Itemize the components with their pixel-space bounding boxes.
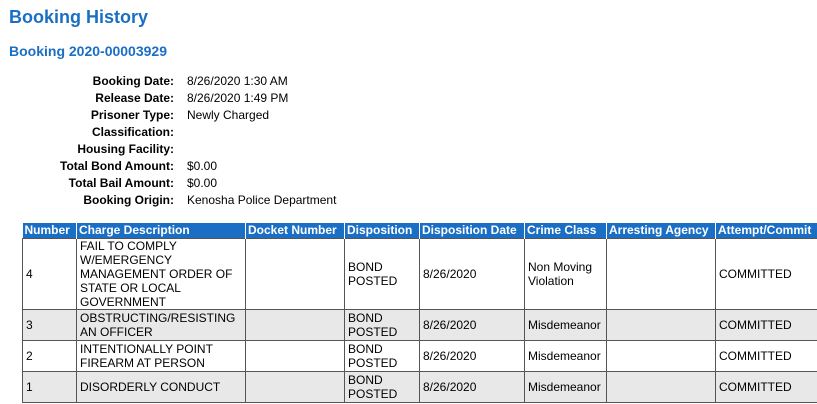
cell-agency: [607, 310, 716, 341]
charges-table: [22, 223, 817, 403]
cell-disposition: BOND POSTED: [345, 239, 420, 310]
cell-docket: [246, 372, 345, 403]
detail-value: Newly Charged: [187, 108, 270, 122]
cell-disposition-date: 8/26/2020: [420, 341, 525, 372]
charges-header-row: [23, 223, 817, 239]
cell-attempt: COMMITTED: [716, 310, 817, 341]
col-header-charge-description: Charge Description: [77, 223, 246, 239]
cell-crime-class: Misdemeanor: [525, 341, 607, 372]
booking-heading: Booking 2020-00003929: [9, 43, 167, 59]
detail-value: $0.00: [187, 176, 218, 190]
detail-row-classification: [0, 124, 336, 141]
col-header-disposition-date: Disposition Date: [420, 223, 525, 239]
col-header-disposition: Disposition: [345, 223, 420, 239]
col-header-docket-number: Docket Number: [246, 223, 345, 239]
cell-number: 2: [23, 341, 77, 372]
detail-row-booking-date: [0, 73, 336, 90]
cell-disposition: BOND POSTED: [345, 341, 420, 372]
cell-attempt: COMMITTED: [716, 372, 817, 403]
cell-agency: [607, 341, 716, 372]
detail-value: $0.00: [187, 159, 218, 173]
cell-agency: [607, 372, 716, 403]
cell-docket: [246, 310, 345, 341]
detail-label: Release Date:: [95, 91, 174, 105]
col-header-attempt-commit: Attempt/Commit: [716, 223, 817, 239]
cell-crime-class: Non Moving Violation: [525, 239, 607, 310]
cell-disposition-date: 8/26/2020: [420, 239, 525, 310]
cell-disposition: BOND POSTED: [345, 310, 420, 341]
page-title: Booking History: [9, 7, 149, 27]
cell-description: DISORDERLY CONDUCT: [77, 372, 246, 403]
cell-attempt: COMMITTED: [716, 239, 817, 310]
detail-label: Classification:: [91, 125, 174, 139]
cell-number: 3: [23, 310, 77, 341]
cell-docket: [246, 239, 345, 310]
detail-value: Kenosha Police Department: [187, 193, 337, 207]
cell-description: INTENTIONALLY POINT FIREARM AT PERSON: [77, 341, 246, 372]
detail-row-booking-origin: [0, 192, 336, 209]
detail-value: 8/26/2020 1:30 AM: [187, 74, 288, 88]
detail-value: [187, 124, 336, 141]
cell-number: 1: [23, 372, 77, 403]
detail-row-total-bond: [0, 158, 336, 175]
table-row: [23, 310, 817, 341]
cell-crime-class: Misdemeanor: [525, 310, 607, 341]
table-row: [23, 372, 817, 403]
cell-agency: [607, 239, 716, 310]
booking-details: [0, 73, 336, 209]
col-header-number: Number: [23, 223, 77, 239]
cell-docket: [246, 341, 345, 372]
detail-label: Total Bond Amount:: [60, 159, 174, 173]
cell-crime-class: Misdemeanor: [525, 372, 607, 403]
table-row: [23, 341, 817, 372]
cell-disposition-date: 8/26/2020: [420, 310, 525, 341]
detail-row-total-bail: [0, 175, 336, 192]
cell-description: FAIL TO COMPLY W/EMERGENCY MANAGEMENT ORDER OF STATE OR LOCAL GOVERNMENT: [77, 239, 246, 310]
detail-label: Total Bail Amount:: [68, 176, 174, 190]
cell-attempt: COMMITTED: [716, 341, 817, 372]
detail-value: [187, 141, 336, 158]
detail-row-prisoner-type: [0, 107, 336, 124]
detail-row-release-date: [0, 90, 336, 107]
cell-number: 4: [23, 239, 77, 310]
detail-label: Housing Facility:: [77, 142, 174, 156]
col-header-crime-class: Crime Class: [525, 223, 607, 239]
cell-description: OBSTRUCTING/RESISTING AN OFFICER: [77, 310, 246, 341]
detail-label: Booking Origin:: [83, 193, 174, 207]
cell-disposition: BOND POSTED: [345, 372, 420, 403]
col-header-arresting-agency: Arresting Agency: [607, 223, 716, 239]
cell-disposition-date: 8/26/2020: [420, 372, 525, 403]
table-row: [23, 239, 817, 310]
detail-value: 8/26/2020 1:49 PM: [187, 91, 289, 105]
detail-label: Prisoner Type:: [90, 108, 174, 122]
detail-label: Booking Date:: [92, 74, 174, 88]
detail-row-housing-facility: [0, 141, 336, 158]
